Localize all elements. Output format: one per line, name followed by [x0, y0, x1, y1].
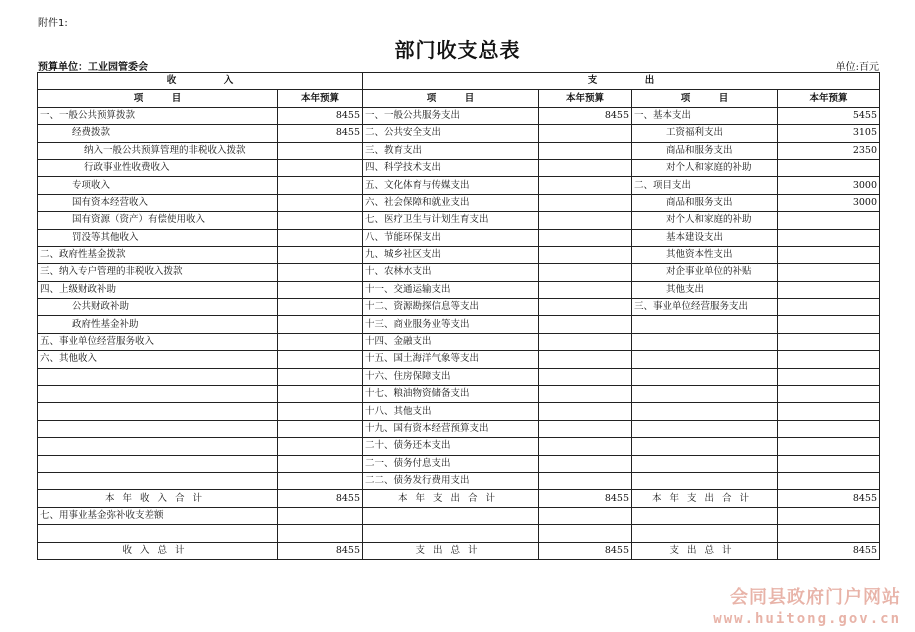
table-row	[38, 472, 880, 489]
basic-budget-cell	[778, 316, 880, 333]
expense-budget-cell	[539, 299, 632, 316]
expense-budget-header: 本年预算	[539, 90, 632, 107]
table-row	[38, 386, 880, 403]
expense-item-cell: 支出总计	[363, 542, 539, 559]
expense-group-header: 支 出	[363, 73, 880, 90]
expense-item-cell: 九、城乡社区支出	[363, 246, 539, 263]
table-row	[38, 403, 880, 420]
income-item-cell: 五、事业单位经营服务收入	[38, 333, 278, 350]
basic-item-cell: 对企事业单位的补贴	[632, 264, 778, 281]
basic-item-cell	[632, 455, 778, 472]
basic-budget-cell	[778, 212, 880, 229]
income-item-header: 项 目	[38, 90, 278, 107]
table-column-header	[38, 90, 880, 107]
income-item-cell	[38, 420, 278, 437]
table-row	[38, 159, 880, 176]
expense-budget-cell	[539, 194, 632, 211]
expense-budget-cell	[539, 403, 632, 420]
income-budget-cell	[278, 455, 363, 472]
expense-item-header: 项 目	[363, 90, 539, 107]
expense-item-cell: 三、教育支出	[363, 142, 539, 159]
income-item-cell: 四、上级财政补助	[38, 281, 278, 298]
table-row	[38, 507, 880, 524]
income-budget-cell	[278, 212, 363, 229]
expense-item-cell: 十七、粮油物资储备支出	[363, 386, 539, 403]
budget-table	[37, 72, 880, 560]
basic-item-cell: 对个人和家庭的补助	[632, 159, 778, 176]
expense-item-cell: 十一、交通运输支出	[363, 281, 539, 298]
income-item-cell: 行政事业性收费收入	[38, 159, 278, 176]
expense-item-cell: 五、文化体育与传媒支出	[363, 177, 539, 194]
basic-item-cell: 商品和服务支出	[632, 194, 778, 211]
table-row	[38, 333, 880, 350]
basic-item-cell	[632, 403, 778, 420]
income-item-cell	[38, 472, 278, 489]
expense-budget-cell	[539, 386, 632, 403]
income-item-cell	[38, 403, 278, 420]
basic-item-cell: 对个人和家庭的补助	[632, 212, 778, 229]
expense-budget-cell	[539, 281, 632, 298]
basic-budget-cell	[778, 246, 880, 263]
table-row	[38, 194, 880, 211]
income-item-cell: 纳入一般公共预算管理的非税收入拨款	[38, 142, 278, 159]
income-budget-cell	[278, 316, 363, 333]
expense-budget-cell	[539, 420, 632, 437]
expense-item-cell: 本年支出合计	[363, 490, 539, 507]
income-budget-cell	[278, 246, 363, 263]
income-budget-cell	[278, 299, 363, 316]
income-item-cell	[38, 386, 278, 403]
expense-budget-cell	[539, 525, 632, 542]
expense-item-cell: 二、公共安全支出	[363, 125, 539, 142]
basic-budget-header: 本年预算	[778, 90, 880, 107]
basic-item-cell	[632, 386, 778, 403]
basic-budget-cell	[778, 368, 880, 385]
basic-budget-cell: 8455	[778, 542, 880, 559]
income-budget-cell	[278, 472, 363, 489]
watermark-name: 会同县政府门户网站	[730, 587, 901, 608]
table-group-header	[38, 73, 880, 90]
expense-item-cell	[363, 525, 539, 542]
table-row	[38, 368, 880, 385]
income-budget-cell	[278, 525, 363, 542]
basic-item-cell	[632, 472, 778, 489]
income-budget-cell	[278, 351, 363, 368]
basic-budget-cell	[778, 472, 880, 489]
income-budget-cell	[278, 229, 363, 246]
basic-budget-cell	[778, 281, 880, 298]
basic-item-cell	[632, 438, 778, 455]
expense-budget-cell	[539, 472, 632, 489]
attachment-label: 附件1:	[38, 18, 68, 29]
table-row	[38, 281, 880, 298]
page-title: 部门收支总表	[394, 38, 521, 62]
table-row	[38, 525, 880, 542]
basic-item-cell	[632, 507, 778, 524]
table-row	[38, 212, 880, 229]
income-item-cell: 六、其他收入	[38, 351, 278, 368]
table-row	[38, 490, 880, 507]
income-item-cell: 二、政府性基金拨款	[38, 246, 278, 263]
income-item-cell	[38, 525, 278, 542]
basic-item-cell	[632, 420, 778, 437]
basic-budget-cell: 3105	[778, 125, 880, 142]
table-row	[38, 316, 880, 333]
income-budget-cell	[278, 177, 363, 194]
table-row	[38, 246, 880, 263]
basic-budget-cell: 3000	[778, 194, 880, 211]
table-row	[38, 142, 880, 159]
income-budget-cell	[278, 438, 363, 455]
income-item-cell: 收入总计	[38, 542, 278, 559]
basic-item-cell: 本年支出合计	[632, 490, 778, 507]
expense-budget-cell: 8455	[539, 490, 632, 507]
income-budget-cell	[278, 368, 363, 385]
expense-item-cell: 十九、国有资本经营预算支出	[363, 420, 539, 437]
income-budget-cell	[278, 403, 363, 420]
income-item-cell: 国有资本经营收入	[38, 194, 278, 211]
basic-item-header: 项 目	[632, 90, 778, 107]
basic-item-cell	[632, 333, 778, 350]
expense-item-cell: 十三、商业服务业等支出	[363, 316, 539, 333]
income-budget-cell	[278, 333, 363, 350]
expense-budget-cell	[539, 212, 632, 229]
table-row	[38, 229, 880, 246]
basic-budget-cell	[778, 438, 880, 455]
income-budget-cell	[278, 420, 363, 437]
income-budget-cell	[278, 194, 363, 211]
income-item-cell: 罚没等其他收入	[38, 229, 278, 246]
basic-item-cell	[632, 316, 778, 333]
expense-budget-cell	[539, 507, 632, 524]
basic-budget-cell: 2350	[778, 142, 880, 159]
basic-item-cell: 一、基本支出	[632, 107, 778, 124]
expense-budget-cell	[539, 438, 632, 455]
basic-item-cell	[632, 351, 778, 368]
expense-item-cell: 七、医疗卫生与计划生育支出	[363, 212, 539, 229]
expense-item-cell: 十二、资源勘探信息等支出	[363, 299, 539, 316]
table-row	[38, 264, 880, 281]
basic-budget-cell	[778, 455, 880, 472]
expense-item-cell: 二十、债务还本支出	[363, 438, 539, 455]
table-row	[38, 125, 880, 142]
income-budget-cell: 8455	[278, 542, 363, 559]
income-item-cell	[38, 368, 278, 385]
income-item-cell: 经费拨款	[38, 125, 278, 142]
table-row	[38, 420, 880, 437]
expense-budget-cell	[539, 177, 632, 194]
income-item-cell: 公共财政补助	[38, 299, 278, 316]
expense-item-cell: 十八、其他支出	[363, 403, 539, 420]
basic-budget-cell	[778, 386, 880, 403]
table-row	[38, 351, 880, 368]
expense-budget-cell: 8455	[539, 542, 632, 559]
basic-item-cell: 基本建设支出	[632, 229, 778, 246]
expense-budget-cell	[539, 368, 632, 385]
basic-budget-cell	[778, 299, 880, 316]
basic-item-cell: 其他支出	[632, 281, 778, 298]
income-budget-cell	[278, 507, 363, 524]
table-row	[38, 455, 880, 472]
basic-budget-cell: 5455	[778, 107, 880, 124]
expense-item-cell: 十六、住房保障支出	[363, 368, 539, 385]
basic-item-cell: 二、项目支出	[632, 177, 778, 194]
income-budget-cell: 8455	[278, 125, 363, 142]
expense-item-cell: 六、社会保障和就业支出	[363, 194, 539, 211]
basic-item-cell: 三、事业单位经营服务支出	[632, 299, 778, 316]
table-row	[38, 542, 880, 559]
expense-item-cell: 八、节能环保支出	[363, 229, 539, 246]
basic-item-cell: 其他资本性支出	[632, 246, 778, 263]
income-budget-cell: 8455	[278, 107, 363, 124]
table-row	[38, 299, 880, 316]
expense-item-cell	[363, 507, 539, 524]
basic-budget-cell	[778, 264, 880, 281]
expense-budget-cell	[539, 159, 632, 176]
income-budget-cell	[278, 159, 363, 176]
expense-item-cell: 一、一般公共服务支出	[363, 107, 539, 124]
basic-item-cell	[632, 525, 778, 542]
basic-budget-cell	[778, 525, 880, 542]
income-item-cell: 政府性基金补助	[38, 316, 278, 333]
basic-budget-cell	[778, 403, 880, 420]
income-item-cell: 一、一般公共预算拨款	[38, 107, 278, 124]
expense-budget-cell	[539, 246, 632, 263]
income-budget-cell	[278, 142, 363, 159]
basic-budget-cell	[778, 507, 880, 524]
expense-budget-cell	[539, 142, 632, 159]
expense-item-cell: 十五、国土海洋气象等支出	[363, 351, 539, 368]
income-item-cell: 三、纳入专户管理的非税收入拨款	[38, 264, 278, 281]
basic-budget-cell	[778, 351, 880, 368]
basic-item-cell: 工资福利支出	[632, 125, 778, 142]
basic-budget-cell	[778, 420, 880, 437]
expense-budget-cell	[539, 125, 632, 142]
expense-budget-cell	[539, 455, 632, 472]
income-budget-cell	[278, 281, 363, 298]
table-row	[38, 177, 880, 194]
expense-budget-cell	[539, 333, 632, 350]
income-item-cell	[38, 438, 278, 455]
expense-item-cell: 二一、债务付息支出	[363, 455, 539, 472]
expense-budget-cell	[539, 316, 632, 333]
site-watermark	[713, 583, 901, 627]
table-row	[38, 438, 880, 455]
expense-budget-cell: 8455	[539, 107, 632, 124]
income-item-cell: 专项收入	[38, 177, 278, 194]
expense-budget-cell	[539, 229, 632, 246]
income-item-cell	[38, 455, 278, 472]
income-budget-cell	[278, 264, 363, 281]
expense-item-cell: 四、科学技术支出	[363, 159, 539, 176]
basic-item-cell: 支出总计	[632, 542, 778, 559]
basic-item-cell: 商品和服务支出	[632, 142, 778, 159]
income-budget-cell: 8455	[278, 490, 363, 507]
watermark-url: www.huitong.gov.cn	[713, 611, 901, 627]
income-item-cell: 本年收入合计	[38, 490, 278, 507]
basic-budget-cell: 3000	[778, 177, 880, 194]
basic-budget-cell	[778, 159, 880, 176]
basic-item-cell	[632, 368, 778, 385]
income-budget-cell	[278, 386, 363, 403]
income-group-header: 收 入	[38, 73, 363, 90]
expense-budget-cell	[539, 264, 632, 281]
currency-unit: 单位:百元	[835, 62, 879, 73]
basic-budget-cell	[778, 229, 880, 246]
income-item-cell: 七、用事业基金弥补收支差额	[38, 507, 278, 524]
expense-budget-cell	[539, 351, 632, 368]
expense-item-cell: 十、农林水支出	[363, 264, 539, 281]
budget-unit: 预算单位：工业园管委会	[38, 62, 148, 73]
expense-item-cell: 十四、金融支出	[363, 333, 539, 350]
income-item-cell: 国有资源（资产）有偿使用收入	[38, 212, 278, 229]
basic-budget-cell: 8455	[778, 490, 880, 507]
income-budget-header: 本年预算	[278, 90, 363, 107]
expense-item-cell: 二二、债务发行费用支出	[363, 472, 539, 489]
basic-budget-cell	[778, 333, 880, 350]
table-row	[38, 107, 880, 124]
